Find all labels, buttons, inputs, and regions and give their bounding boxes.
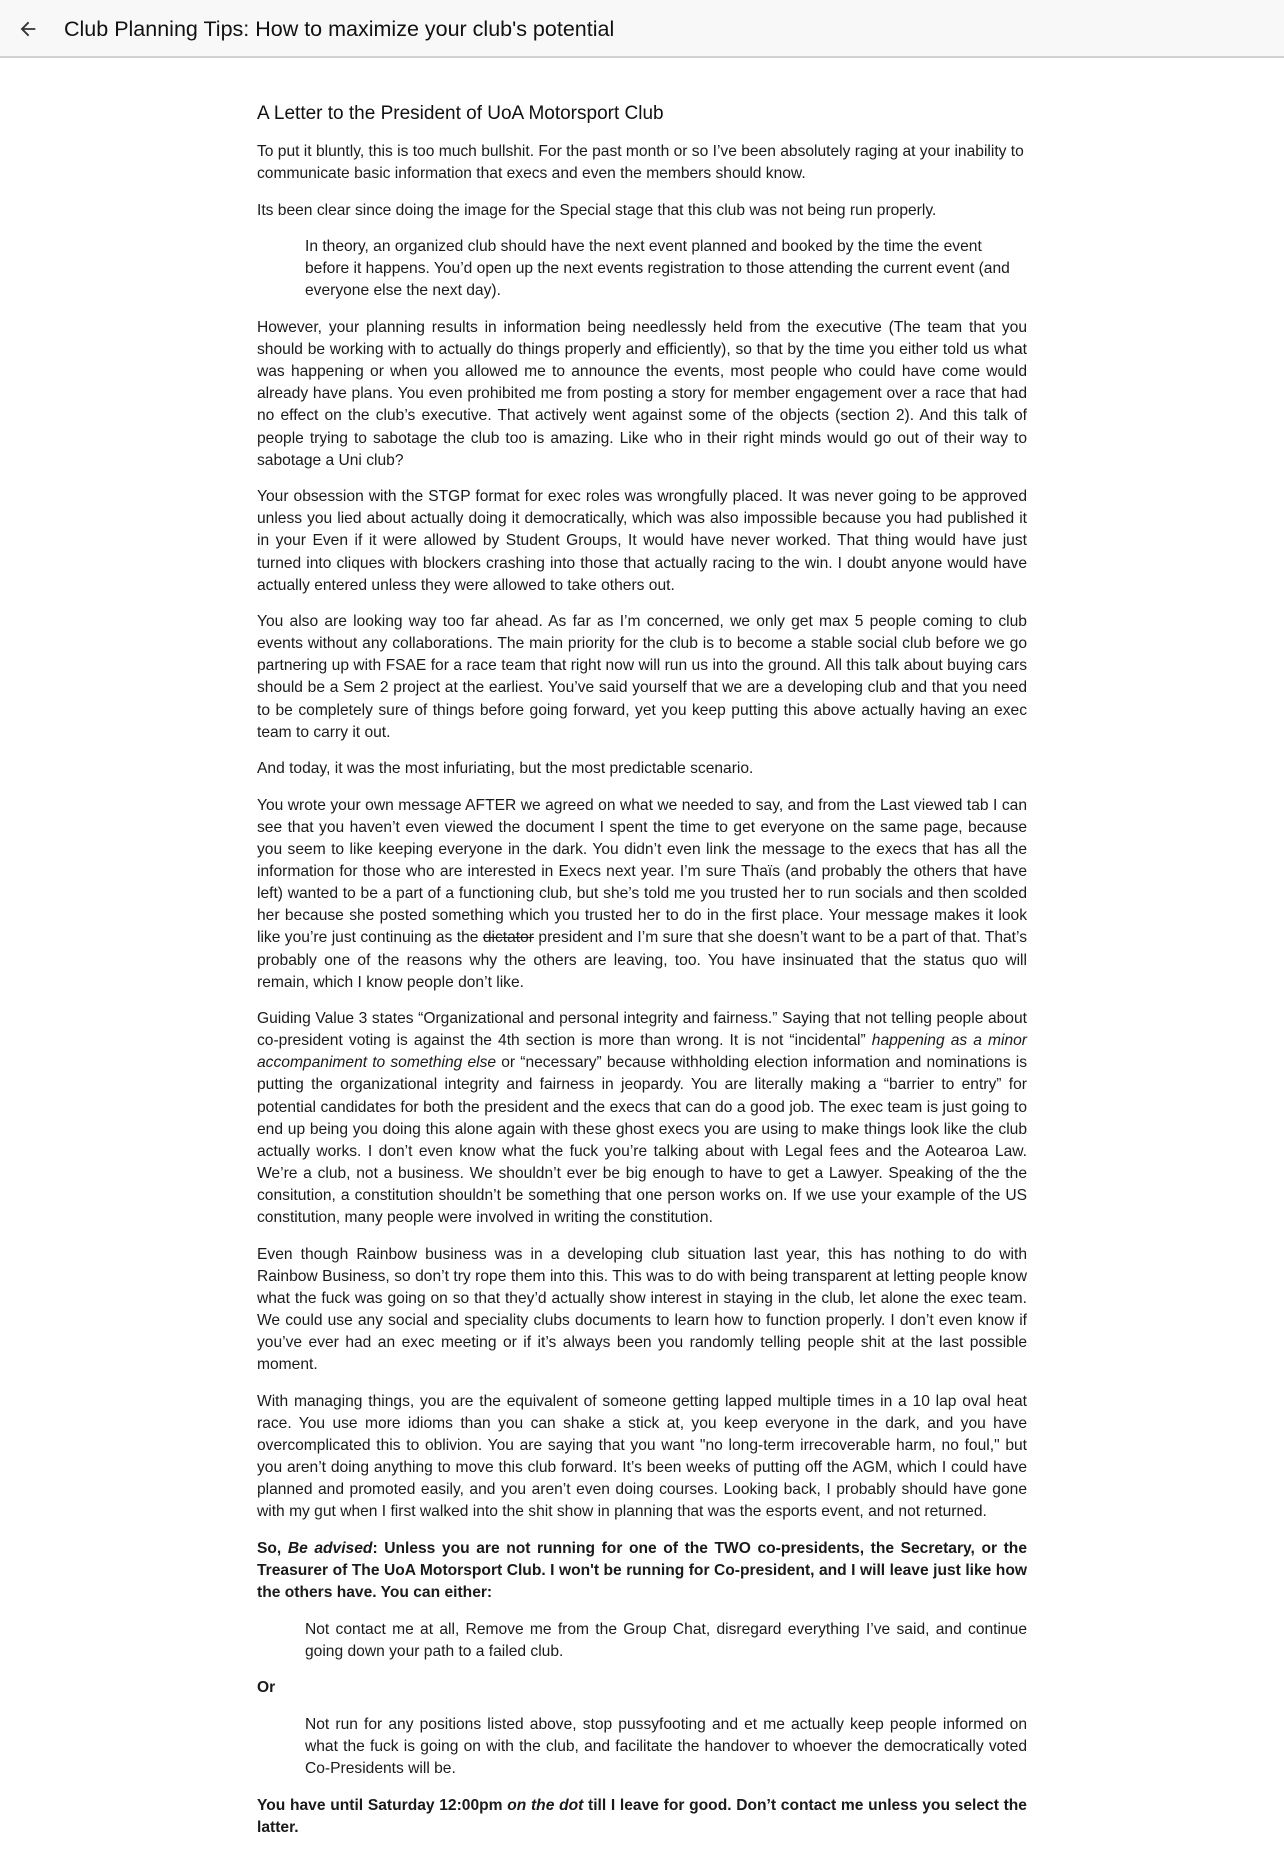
paragraph-12 <box>257 1795 1027 1839</box>
struck-word: dictator <box>482 929 534 947</box>
paragraph-3: However, your planning results in information being needlessly held from the executive (The team that you should be working with to actually do things properly and efficiently), so that by the time you either told us what was happening or when you allowed me to announce the events, most people who could have come would already have plans. You even prohibited me from posting a story for member engagement over a race that had no effect on the club’s executive. That actively went against some of the objects (section 2). And this talk of people trying to sabotage the club too is amazing. Like who in their right minds would go out of their way to sabotage a Uni club? <box>257 319 1027 469</box>
paragraph-8-italic: happening as a minor accompaniment to something else <box>257 1032 1027 1072</box>
back-button[interactable] <box>10 11 46 47</box>
indented-quote-3: Not run for any positions listed above, stop pussyfooting and et me actually keep people informed on what the fuck is going on with the club, and facilitate the handover to whoever the democratically voted Co-Presidents will be. <box>305 1715 1027 1777</box>
paragraph-9: Even though Rainbow business was in a developing club situation last year, this has nothing to do with Rainbow Business, so don’t try rope them into this. This was to do with being transparent at letting people know what the fuck was going on so that they’d actually show interest in staying in the club, let alone the exec team. We could use any social and speciality clubs documents to learn how to function properly. I don’t even know if you’ve ever had an exec meeting or if it’s always been you randomly telling people shit at the last possible moment. <box>257 1245 1027 1374</box>
paragraph-4: Your obsession with the STGP format for exec roles was wrongfully placed. It was never going to be approved unless you lied about actually doing it democratically, which was also impossible because you had published it in your Even if it were allowed by Student Groups, It would have never worked. That thing would have just turned into cliques with blockers crashing into those that actually racing to the win. I doubt anyone would have actually entered unless they were allowed to take others out. <box>257 488 1027 594</box>
or-label: Or <box>257 1679 276 1697</box>
indented-quote-1: In theory, an organized club should have the next event planned and booked by the time the event before it happens. You’d open up the next events registration to those attending the current event (and everyone else the next day). <box>305 238 1010 300</box>
paragraph-12-italic: on the dot <box>507 1796 584 1814</box>
paragraph-5: You also are looking way too far ahead. As far as I’m concerned, we only get max 5 people coming to club events without any collaborations. The main priority for the club is to become a stable social club before we go partnering up with FSAE for a race team that right now will run us into the ground. All this talk about buying cars should be a Sem 2 project at the earliest. You’ve said yourself that we are a developing club and that you need to be completely sure of things before going forward, yet you keep putting this above actually having an exec team to carry it out. <box>257 613 1027 741</box>
app-header <box>0 0 1284 58</box>
paragraph-1: To put it bluntly, this is too much bullshit. For the past month or so I’ve been absolutely raging at your inability to communicate basic information that execs and even the members should know. <box>257 143 1024 183</box>
paragraph-11-italic: Be advised <box>287 1539 373 1557</box>
indented-quote-2: Not contact me at all, Remove me from the Group Chat, disregard everything I’ve said, and continue going down your path to a failed club. <box>305 1620 1027 1660</box>
paragraph-6: And today, it was the most infuriating, but the most predictable scenario. <box>257 760 754 778</box>
paragraph-8-text-b: or “necessary” because withholding election information and nominations is putting the organizational integrity and fairness in jeopardy. You are literally making a “barrier to entry” for potential candidates for both the president and the execs that can do a good job. The exec team is just going to end up being you doing this alone again with these ghost execs you are using to make things look like the club actually works. I don’t even know what the fuck you’re talking about with Legal fees and the Aotearoa Law. We’re a club, not a business. We shouldn’t ever be big enough to have to get a Lawyer. Speaking of the the consitution, a constitution shouldn’t be something that one person works on. If we use your example of the US constitution, many people were involved in writing the constitution. <box>257 1054 1027 1227</box>
paragraph-11-text-a: So, <box>257 1539 288 1557</box>
paragraph-11 <box>257 1538 1027 1604</box>
document-body <box>257 101 1027 1853</box>
paragraph-7 <box>257 795 1027 994</box>
paragraph-10: With managing things, you are the equivalent of someone getting lapped multiple times in a 10 lap oval heat race. You use more idioms than you can shake a stick at, you keep everyone in the dark, and you have overcomplicated this to oblivion. You are saying that you want "no long-term irrecoverable harm, no foul," but you aren’t doing anything to move this club forward. It’s been weeks of putting off the AGM, which I could have planned and promoted easily, and you aren’t even doing courses. Looking back, I probably should have gone with my gut when I first walked into the shit show in planning that was the esports event, and not returned. <box>257 1392 1027 1521</box>
paragraph-7-text-a: You wrote your own message AFTER we agreed on what we needed to say, and from the Last viewed tab I can see that you haven’t even viewed the document I spent the time to get everyone on the same page, because you seem to like keeping everyone in the dark. You didn’t even link the message to the execs that has all the information for those who are interested in Execs next year. I’m sure Thaïs (and probably the others that have left) wanted to be a part of a functioning club, but she’s told me you trusted her to run socials and then scolded her because she posted something which you trusted her to do in the first place. Your message makes it look like you’re just continuing as the <box>257 796 1027 947</box>
paragraph-11-text-b: : Unless you are not running for one of the TWO co-presidents, the Secretary, or the Treasurer of The UoA Motorsport Club. I won't be running for Co-president, and I will leave just like how the others have. You can either: <box>257 1539 1028 1601</box>
paragraph-12-text-b: till I leave for good. Don’t contact me unless you select the latter. <box>257 1796 1027 1836</box>
paragraph-12-text-a: You have until Saturday 12:00pm <box>257 1796 508 1814</box>
paragraph-8-text-a: Guiding Value 3 states “Organizational and personal integrity and fairness.” Saying that not telling people about co-president voting is against the 4th section is more than wrong. It is not “incidental” <box>257 1010 1027 1050</box>
page-title: Club Planning Tips: How to maximize your club's potential <box>64 17 615 41</box>
paragraph-7-text-b: president and I’m sure that she doesn’t want to be a part of that. That’s probably one of the reasons why the others are leaving, too. You have insinuated that the status quo will remain, which I know people don’t like. <box>257 929 1027 991</box>
paragraph-2: Its been clear since doing the image for the Special stage that this club was not being run properly. <box>257 201 937 219</box>
letter-heading: A Letter to the President of UoA Motorsport Club <box>257 103 664 124</box>
arrow-left-icon <box>17 18 39 40</box>
paragraph-8 <box>257 1008 1027 1229</box>
